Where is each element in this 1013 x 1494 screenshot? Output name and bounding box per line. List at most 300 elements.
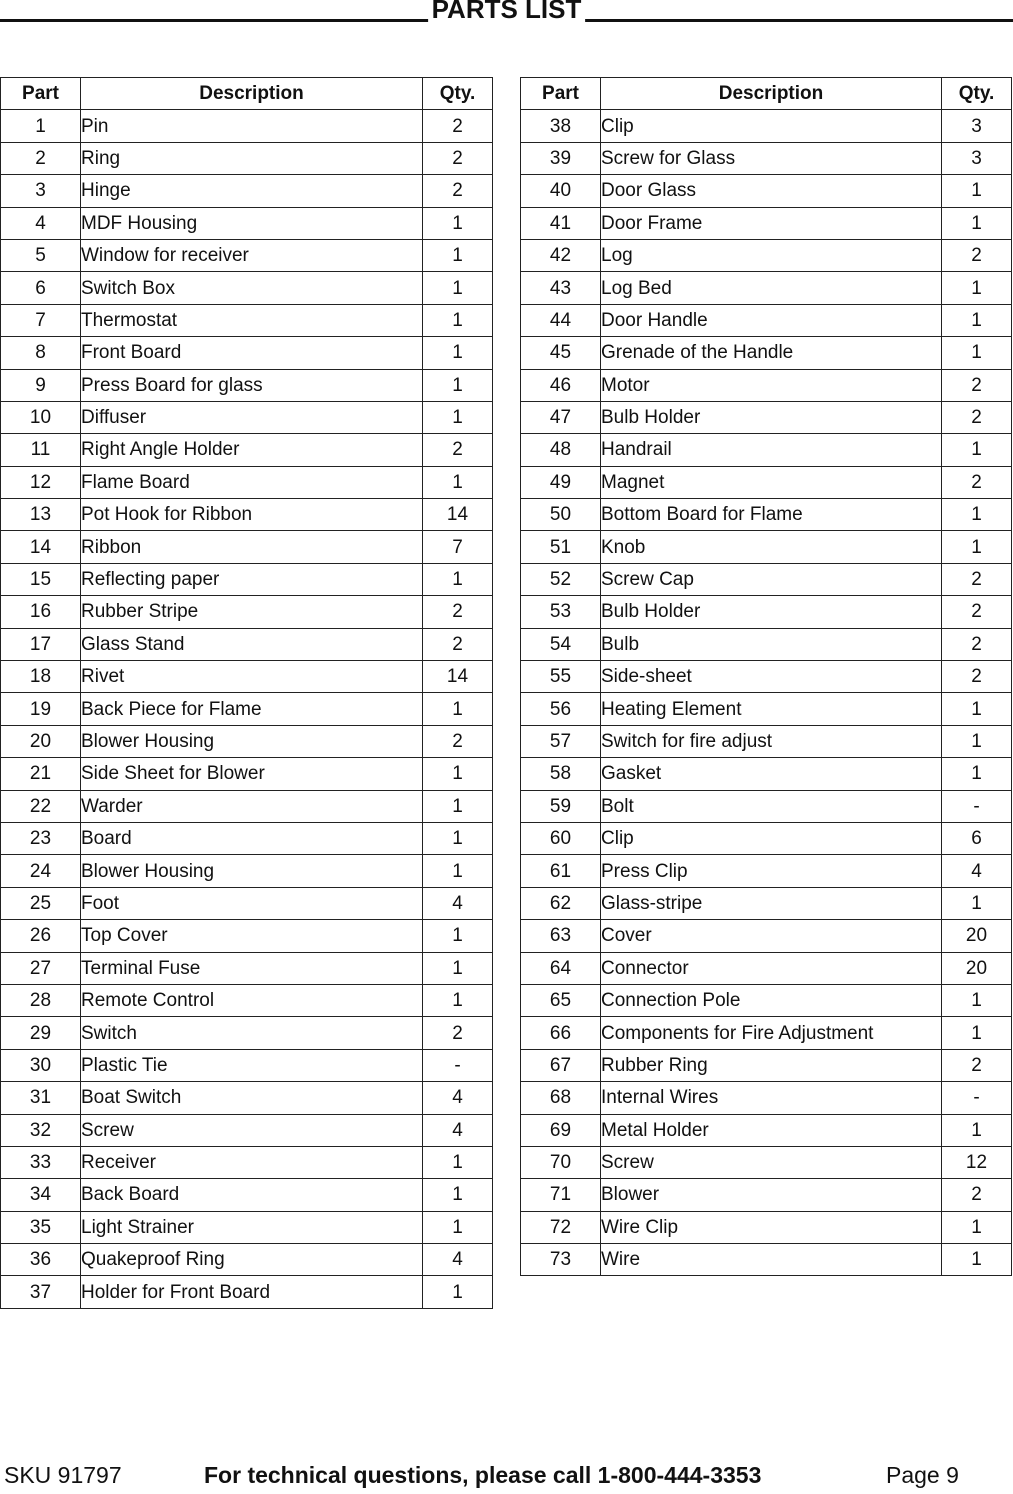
part-quantity: 4 <box>423 1244 493 1276</box>
part-quantity: 1 <box>942 531 1012 563</box>
part-number: 63 <box>521 920 601 952</box>
table-row <box>521 596 1012 628</box>
part-number: 60 <box>521 822 601 854</box>
table-row <box>521 337 1012 369</box>
part-description: Pot Hook for Ribbon <box>81 499 423 531</box>
part-number: 71 <box>521 1179 601 1211</box>
part-number: 1 <box>1 110 81 142</box>
sku-label: SKU 91797 <box>4 1462 122 1488</box>
part-quantity: 1 <box>942 337 1012 369</box>
table-row <box>1 725 493 757</box>
table-row <box>521 628 1012 660</box>
part-quantity: 2 <box>423 596 493 628</box>
table-row <box>521 142 1012 174</box>
part-description: Window for receiver <box>81 239 423 271</box>
part-number: 46 <box>521 369 601 401</box>
part-number: 35 <box>1 1211 81 1243</box>
part-description: Internal Wires <box>601 1082 942 1114</box>
part-quantity: 4 <box>942 855 1012 887</box>
part-description: Rivet <box>81 661 423 693</box>
table-row <box>521 1179 1012 1211</box>
part-quantity: 2 <box>942 369 1012 401</box>
part-description: Clip <box>601 822 942 854</box>
table-row <box>521 1244 1012 1276</box>
table-row <box>521 790 1012 822</box>
part-number: 28 <box>1 984 81 1016</box>
part-number: 39 <box>521 142 601 174</box>
part-quantity: 1 <box>942 304 1012 336</box>
part-quantity: 4 <box>423 1114 493 1146</box>
part-quantity: 2 <box>942 628 1012 660</box>
part-quantity: 12 <box>942 1146 1012 1178</box>
part-quantity: 1 <box>942 725 1012 757</box>
table-row <box>1 272 493 304</box>
part-number: 23 <box>1 822 81 854</box>
part-description: Press Clip <box>601 855 942 887</box>
part-quantity: 1 <box>942 1244 1012 1276</box>
page-number: Page 9 <box>886 1462 959 1488</box>
table-row <box>521 725 1012 757</box>
part-description: Connector <box>601 952 942 984</box>
table-row <box>521 1146 1012 1178</box>
part-quantity: - <box>942 790 1012 822</box>
part-description: Bulb <box>601 628 942 660</box>
part-number: 41 <box>521 207 601 239</box>
part-description: Warder <box>81 790 423 822</box>
part-number: 68 <box>521 1082 601 1114</box>
part-quantity: - <box>423 1049 493 1081</box>
part-number: 6 <box>1 272 81 304</box>
part-number: 58 <box>521 758 601 790</box>
table-row <box>1 1114 493 1146</box>
part-description: Screw for Glass <box>601 142 942 174</box>
part-description: Blower <box>601 1179 942 1211</box>
part-quantity: 2 <box>942 401 1012 433</box>
part-number: 61 <box>521 855 601 887</box>
part-number: 11 <box>1 434 81 466</box>
table-row <box>1 563 493 595</box>
part-description: Flame Board <box>81 466 423 498</box>
part-quantity: 1 <box>423 855 493 887</box>
part-number: 36 <box>1 1244 81 1276</box>
part-quantity: 2 <box>942 596 1012 628</box>
part-number: 16 <box>1 596 81 628</box>
page-header <box>0 0 1013 26</box>
part-quantity: 1 <box>423 369 493 401</box>
part-description: Front Board <box>81 337 423 369</box>
table-row <box>521 272 1012 304</box>
part-number: 52 <box>521 563 601 595</box>
part-quantity: 1 <box>423 1211 493 1243</box>
part-quantity: 1 <box>942 272 1012 304</box>
header-description: Description <box>601 78 942 110</box>
table-row <box>1 661 493 693</box>
part-description: Blower Housing <box>81 725 423 757</box>
part-number: 2 <box>1 142 81 174</box>
part-description: Components for Fire Adjustment <box>601 1017 942 1049</box>
table-row <box>1 822 493 854</box>
part-description: Gasket <box>601 758 942 790</box>
part-quantity: 1 <box>423 337 493 369</box>
part-number: 53 <box>521 596 601 628</box>
part-description: Clip <box>601 110 942 142</box>
table-row <box>1 790 493 822</box>
part-number: 37 <box>1 1276 81 1308</box>
part-number: 26 <box>1 920 81 952</box>
table-row <box>521 822 1012 854</box>
table-row <box>521 920 1012 952</box>
part-quantity: 2 <box>942 1179 1012 1211</box>
part-quantity: 1 <box>942 984 1012 1016</box>
part-description: Switch <box>81 1017 423 1049</box>
part-description: Screw <box>601 1146 942 1178</box>
part-quantity: 4 <box>423 887 493 919</box>
part-description: Heating Element <box>601 693 942 725</box>
part-quantity: 2 <box>423 175 493 207</box>
table-row <box>1 369 493 401</box>
table-row <box>1 337 493 369</box>
part-quantity: 1 <box>942 499 1012 531</box>
part-quantity: 2 <box>942 1049 1012 1081</box>
table-header-row <box>521 78 1012 110</box>
part-quantity: 3 <box>942 110 1012 142</box>
part-quantity: 2 <box>423 434 493 466</box>
part-description: Quakeproof Ring <box>81 1244 423 1276</box>
part-description: Glass-stripe <box>601 887 942 919</box>
table-row <box>521 304 1012 336</box>
part-number: 55 <box>521 661 601 693</box>
table-row <box>521 466 1012 498</box>
part-number: 14 <box>1 531 81 563</box>
part-description: Grenade of the Handle <box>601 337 942 369</box>
part-quantity: 1 <box>942 1017 1012 1049</box>
part-number: 15 <box>1 563 81 595</box>
part-description: Back Board <box>81 1179 423 1211</box>
part-description: Reflecting paper <box>81 563 423 595</box>
parts-table-left <box>0 77 493 1309</box>
part-description: Rubber Stripe <box>81 596 423 628</box>
part-quantity: 1 <box>423 466 493 498</box>
part-quantity: 2 <box>942 563 1012 595</box>
part-description: Bulb Holder <box>601 596 942 628</box>
part-quantity: 1 <box>423 563 493 595</box>
part-quantity: 2 <box>423 142 493 174</box>
table-row <box>1 142 493 174</box>
part-number: 66 <box>521 1017 601 1049</box>
part-number: 9 <box>1 369 81 401</box>
table-row <box>521 1017 1012 1049</box>
part-number: 12 <box>1 466 81 498</box>
part-description: Back Piece for Flame <box>81 693 423 725</box>
part-number: 34 <box>1 1179 81 1211</box>
part-number: 24 <box>1 855 81 887</box>
part-description: Side-sheet <box>601 661 942 693</box>
part-number: 65 <box>521 984 601 1016</box>
part-quantity: 1 <box>423 304 493 336</box>
part-quantity: 1 <box>423 952 493 984</box>
part-quantity: 1 <box>423 790 493 822</box>
table-row <box>1 984 493 1016</box>
part-quantity: 1 <box>423 401 493 433</box>
part-description: Board <box>81 822 423 854</box>
part-description: Connection Pole <box>601 984 942 1016</box>
table-row <box>1 401 493 433</box>
table-row <box>1 628 493 660</box>
tech-support-line: For technical questions, please call 1-800-444-3353 <box>204 1462 762 1488</box>
part-number: 50 <box>521 499 601 531</box>
part-description: Door Frame <box>601 207 942 239</box>
part-number: 25 <box>1 887 81 919</box>
table-row <box>1 855 493 887</box>
part-description: Foot <box>81 887 423 919</box>
table-row <box>1 207 493 239</box>
table-row <box>521 1082 1012 1114</box>
part-number: 17 <box>1 628 81 660</box>
part-quantity: - <box>942 1082 1012 1114</box>
part-quantity: 2 <box>423 1017 493 1049</box>
table-row <box>521 1114 1012 1146</box>
page-title: PARTS LIST <box>428 0 586 24</box>
part-description: Log Bed <box>601 272 942 304</box>
table-row <box>521 207 1012 239</box>
part-description: Right Angle Holder <box>81 434 423 466</box>
part-quantity: 2 <box>942 466 1012 498</box>
part-description: Door Glass <box>601 175 942 207</box>
part-number: 54 <box>521 628 601 660</box>
part-description: Log <box>601 239 942 271</box>
table-row <box>521 434 1012 466</box>
part-number: 57 <box>521 725 601 757</box>
part-description: Knob <box>601 531 942 563</box>
part-description: Motor <box>601 369 942 401</box>
header-qty: Qty. <box>942 78 1012 110</box>
part-description: Magnet <box>601 466 942 498</box>
part-number: 40 <box>521 175 601 207</box>
part-number: 70 <box>521 1146 601 1178</box>
part-quantity: 14 <box>423 661 493 693</box>
part-number: 59 <box>521 790 601 822</box>
part-description: Thermostat <box>81 304 423 336</box>
part-number: 47 <box>521 401 601 433</box>
part-number: 62 <box>521 887 601 919</box>
part-number: 49 <box>521 466 601 498</box>
table-row <box>1 693 493 725</box>
part-quantity: 2 <box>942 239 1012 271</box>
part-number: 4 <box>1 207 81 239</box>
table-row <box>1 466 493 498</box>
part-description: Pin <box>81 110 423 142</box>
part-quantity: 1 <box>423 239 493 271</box>
part-description: Bottom Board for Flame <box>601 499 942 531</box>
table-row <box>521 661 1012 693</box>
part-number: 32 <box>1 1114 81 1146</box>
part-quantity: 1 <box>942 207 1012 239</box>
part-quantity: 1 <box>423 822 493 854</box>
part-number: 18 <box>1 661 81 693</box>
part-number: 30 <box>1 1049 81 1081</box>
part-description: Top Cover <box>81 920 423 952</box>
part-description: Bolt <box>601 790 942 822</box>
part-description: Switch Box <box>81 272 423 304</box>
table-row <box>521 693 1012 725</box>
table-header-row <box>1 78 493 110</box>
part-number: 29 <box>1 1017 81 1049</box>
part-description: Side Sheet for Blower <box>81 758 423 790</box>
table-row <box>521 401 1012 433</box>
part-quantity: 6 <box>942 822 1012 854</box>
table-row <box>521 758 1012 790</box>
part-number: 56 <box>521 693 601 725</box>
part-quantity: 2 <box>423 110 493 142</box>
table-row <box>521 1211 1012 1243</box>
table-row <box>1 110 493 142</box>
table-row <box>1 175 493 207</box>
part-description: Receiver <box>81 1146 423 1178</box>
part-number: 69 <box>521 1114 601 1146</box>
part-number: 73 <box>521 1244 601 1276</box>
table-row <box>521 175 1012 207</box>
part-quantity: 1 <box>942 887 1012 919</box>
table-row <box>521 984 1012 1016</box>
part-description: Ribbon <box>81 531 423 563</box>
table-row <box>1 887 493 919</box>
part-description: Ring <box>81 142 423 174</box>
part-quantity: 1 <box>423 272 493 304</box>
part-quantity: 1 <box>423 920 493 952</box>
table-row <box>1 1276 493 1308</box>
part-quantity: 14 <box>423 499 493 531</box>
part-description: Plastic Tie <box>81 1049 423 1081</box>
part-number: 20 <box>1 725 81 757</box>
part-quantity: 2 <box>423 725 493 757</box>
table-row <box>1 1244 493 1276</box>
table-row <box>1 434 493 466</box>
part-number: 38 <box>521 110 601 142</box>
part-quantity: 1 <box>423 1179 493 1211</box>
part-description: Bulb Holder <box>601 401 942 433</box>
header-description: Description <box>81 78 423 110</box>
part-number: 19 <box>1 693 81 725</box>
part-quantity: 1 <box>423 984 493 1016</box>
part-description: Switch for fire adjust <box>601 725 942 757</box>
part-number: 10 <box>1 401 81 433</box>
part-description: Hinge <box>81 175 423 207</box>
table-row <box>521 239 1012 271</box>
part-quantity: 1 <box>942 758 1012 790</box>
part-quantity: 2 <box>423 628 493 660</box>
part-number: 3 <box>1 175 81 207</box>
part-description: MDF Housing <box>81 207 423 239</box>
table-row <box>1 758 493 790</box>
table-row <box>521 1049 1012 1081</box>
part-number: 67 <box>521 1049 601 1081</box>
part-number: 64 <box>521 952 601 984</box>
part-description: Press Board for glass <box>81 369 423 401</box>
table-row <box>1 1049 493 1081</box>
part-description: Holder for Front Board <box>81 1276 423 1308</box>
part-quantity: 1 <box>423 758 493 790</box>
table-row <box>1 1082 493 1114</box>
table-row <box>1 239 493 271</box>
part-number: 31 <box>1 1082 81 1114</box>
part-number: 27 <box>1 952 81 984</box>
part-quantity: 1 <box>423 1276 493 1308</box>
part-number: 51 <box>521 531 601 563</box>
table-row <box>521 110 1012 142</box>
part-description: Diffuser <box>81 401 423 433</box>
part-number: 72 <box>521 1211 601 1243</box>
part-description: Terminal Fuse <box>81 952 423 984</box>
part-number: 33 <box>1 1146 81 1178</box>
part-quantity: 1 <box>942 693 1012 725</box>
part-quantity: 1 <box>423 1146 493 1178</box>
table-row <box>521 499 1012 531</box>
part-number: 13 <box>1 499 81 531</box>
header-part: Part <box>521 78 601 110</box>
part-quantity: 3 <box>942 142 1012 174</box>
part-quantity: 1 <box>942 1211 1012 1243</box>
table-row <box>521 855 1012 887</box>
part-description: Wire <box>601 1244 942 1276</box>
part-quantity: 20 <box>942 952 1012 984</box>
part-description: Light Strainer <box>81 1211 423 1243</box>
part-number: 42 <box>521 239 601 271</box>
part-number: 7 <box>1 304 81 336</box>
part-number: 5 <box>1 239 81 271</box>
table-row <box>1 596 493 628</box>
table-row <box>1 920 493 952</box>
table-row <box>1 1179 493 1211</box>
part-quantity: 20 <box>942 920 1012 952</box>
part-quantity: 4 <box>423 1082 493 1114</box>
table-row <box>1 1211 493 1243</box>
part-quantity: 1 <box>942 434 1012 466</box>
table-row <box>1 952 493 984</box>
part-description: Door Handle <box>601 304 942 336</box>
part-quantity: 1 <box>423 693 493 725</box>
part-description: Screw <box>81 1114 423 1146</box>
part-number: 48 <box>521 434 601 466</box>
table-row <box>521 531 1012 563</box>
part-description: Metal Holder <box>601 1114 942 1146</box>
part-quantity: 7 <box>423 531 493 563</box>
part-number: 8 <box>1 337 81 369</box>
part-description: Handrail <box>601 434 942 466</box>
table-row <box>521 563 1012 595</box>
table-row <box>521 952 1012 984</box>
part-number: 21 <box>1 758 81 790</box>
parts-table-right <box>520 77 1012 1276</box>
table-row <box>1 499 493 531</box>
part-description: Rubber Ring <box>601 1049 942 1081</box>
part-number: 43 <box>521 272 601 304</box>
part-number: 45 <box>521 337 601 369</box>
header-part: Part <box>1 78 81 110</box>
part-quantity: 1 <box>942 175 1012 207</box>
part-description: Glass Stand <box>81 628 423 660</box>
part-number: 44 <box>521 304 601 336</box>
part-quantity: 1 <box>942 1114 1012 1146</box>
header-qty: Qty. <box>423 78 493 110</box>
table-row <box>1 1017 493 1049</box>
part-number: 22 <box>1 790 81 822</box>
table-row <box>521 369 1012 401</box>
table-row <box>521 887 1012 919</box>
table-row <box>1 1146 493 1178</box>
table-row <box>1 531 493 563</box>
part-description: Blower Housing <box>81 855 423 887</box>
part-description: Boat Switch <box>81 1082 423 1114</box>
